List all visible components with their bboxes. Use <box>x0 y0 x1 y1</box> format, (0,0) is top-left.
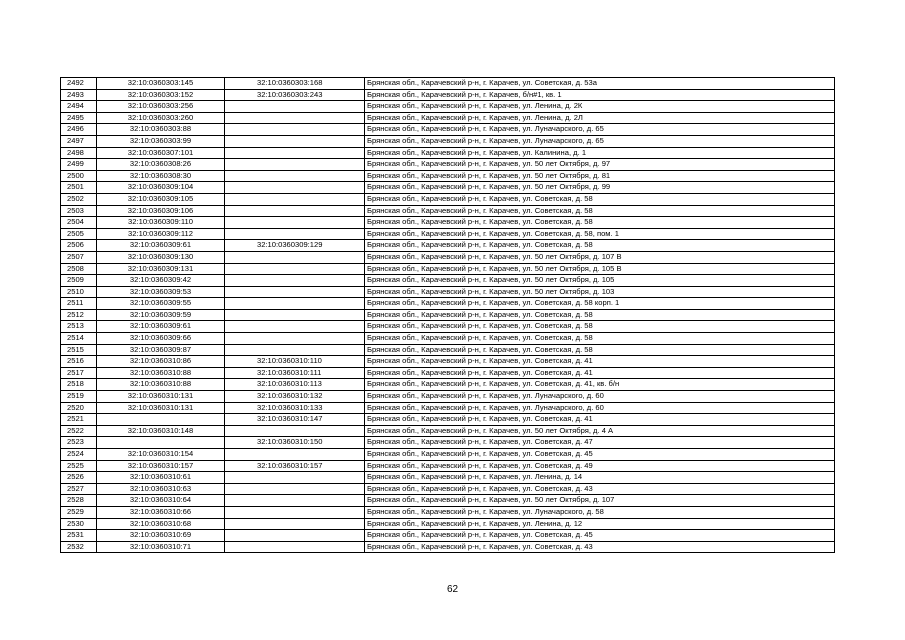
address-cell: Брянская обл., Карачевский р-н, г. Карачев, ул. Советская, д. 58 <box>365 240 835 252</box>
cadastral-number-cell: 32:10:0360309:112 <box>97 228 225 240</box>
address-cell: Брянская обл., Карачевский р-н, г. Карачев, ул. 50 лет Октября, д. 107 В <box>365 251 835 263</box>
building-cadastral-cell <box>225 170 365 182</box>
building-cadastral-cell <box>225 135 365 147</box>
page-number: 62 <box>446 584 459 595</box>
row-number-cell: 2492 <box>61 78 97 90</box>
row-number-cell: 2514 <box>61 333 97 345</box>
cadastral-number-cell: 32:10:0360309:42 <box>97 275 225 287</box>
address-cell: Брянская обл., Карачевский р-н, г. Карачев, ул. Советская, д. 58 <box>365 309 835 321</box>
address-cell: Брянская обл., Карачевский р-н, г. Карачев, ул. Советская, д. 45 <box>365 449 835 461</box>
building-cadastral-cell: 32:10:0360310:150 <box>225 437 365 449</box>
building-cadastral-cell <box>225 205 365 217</box>
building-cadastral-cell <box>225 333 365 345</box>
row-number-cell: 2520 <box>61 402 97 414</box>
table-row <box>61 89 835 101</box>
table-row <box>61 333 835 345</box>
table-row <box>61 286 835 298</box>
address-cell: Брянская обл., Карачевский р-н, г. Карачев, ул. Советская, д. 58 <box>365 193 835 205</box>
row-number-cell: 2531 <box>61 530 97 542</box>
row-number-cell: 2505 <box>61 228 97 240</box>
row-number-cell: 2526 <box>61 472 97 484</box>
table-row <box>61 391 835 403</box>
row-number-cell: 2510 <box>61 286 97 298</box>
cadastral-number-cell: 32:10:0360309:55 <box>97 298 225 310</box>
cadastral-number-cell: 32:10:0360310:86 <box>97 356 225 368</box>
table-row <box>61 275 835 287</box>
address-cell: Брянская обл., Карачевский р-н, г. Карачев, ул. 50 лет Октября, д. 81 <box>365 170 835 182</box>
cadastral-number-cell: 32:10:0360310:64 <box>97 495 225 507</box>
cadastral-number-cell: 32:10:0360310:71 <box>97 541 225 553</box>
building-cadastral-cell: 32:10:0360310:133 <box>225 402 365 414</box>
table-row <box>61 541 835 553</box>
address-cell: Брянская обл., Карачевский р-н, г. Карачев, ул. Советская, д. 41, кв. б/н <box>365 379 835 391</box>
table-row <box>61 437 835 449</box>
building-cadastral-cell <box>225 344 365 356</box>
address-cell: Брянская обл., Карачевский р-н, г. Карачев, ул. 50 лет Октября, д. 105 В <box>365 263 835 275</box>
cadastral-number-cell: 32:10:0360309:131 <box>97 263 225 275</box>
table-row <box>61 367 835 379</box>
row-number-cell: 2513 <box>61 321 97 333</box>
address-cell: Брянская обл., Карачевский р-н, г. Карачев, ул. 50 лет Октября, д. 107 <box>365 495 835 507</box>
table-row <box>61 449 835 461</box>
row-number-cell: 2517 <box>61 367 97 379</box>
row-number-cell: 2509 <box>61 275 97 287</box>
cadastral-number-cell: 32:10:0360309:110 <box>97 217 225 229</box>
building-cadastral-cell <box>225 506 365 518</box>
table-row <box>61 472 835 484</box>
cadastral-number-cell: 32:10:0360309:106 <box>97 205 225 217</box>
cadastral-number-cell: 32:10:0360310:68 <box>97 518 225 530</box>
building-cadastral-cell <box>225 263 365 275</box>
table-row <box>61 344 835 356</box>
cadastral-number-cell: 32:10:0360310:157 <box>97 460 225 472</box>
building-cadastral-cell: 32:10:0360303:168 <box>225 78 365 90</box>
building-cadastral-cell <box>225 518 365 530</box>
row-number-cell: 2527 <box>61 483 97 495</box>
address-cell: Брянская обл., Карачевский р-н, г. Карачев, ул. 50 лет Октября, д. 97 <box>365 159 835 171</box>
address-cell: Брянская обл., Карачевский р-н, г. Карачев, ул. Советская, д. 58 <box>365 321 835 333</box>
table-row <box>61 78 835 90</box>
table-row <box>61 159 835 171</box>
cadastral-number-cell: 32:10:0360309:130 <box>97 251 225 263</box>
cadastral-number-cell: 32:10:0360303:99 <box>97 135 225 147</box>
cadastral-number-cell: 32:10:0360309:61 <box>97 240 225 252</box>
table-row <box>61 240 835 252</box>
address-cell: Брянская обл., Карачевский р-н, г. Карачев, ул. Советская, д. 58 корп. 1 <box>365 298 835 310</box>
table-row <box>61 506 835 518</box>
building-cadastral-cell <box>225 147 365 159</box>
table-row <box>61 530 835 542</box>
address-cell: Брянская обл., Карачевский р-н, г. Карачев, ул. Луначарского, д. 65 <box>365 124 835 136</box>
row-number-cell: 2504 <box>61 217 97 229</box>
table-row <box>61 483 835 495</box>
row-number-cell: 2529 <box>61 506 97 518</box>
row-number-cell: 2503 <box>61 205 97 217</box>
table-row <box>61 298 835 310</box>
row-number-cell: 2523 <box>61 437 97 449</box>
address-cell: Брянская обл., Карачевский р-н, г. Карачев, ул. 50 лет Октября, д. 99 <box>365 182 835 194</box>
building-cadastral-cell <box>225 112 365 124</box>
building-cadastral-cell <box>225 159 365 171</box>
cadastral-number-cell: 32:10:0360303:260 <box>97 112 225 124</box>
building-cadastral-cell <box>225 286 365 298</box>
cadastral-number-cell: 32:10:0360309:61 <box>97 321 225 333</box>
address-cell: Брянская обл., Карачевский р-н, г. Карачев, ул. Луначарского, д. 60 <box>365 391 835 403</box>
table-row <box>61 101 835 113</box>
cadastral-number-cell: 32:10:0360310:66 <box>97 506 225 518</box>
address-cell: Брянская обл., Карачевский р-н, г. Карачев, ул. 50 лет Октября, д. 105 <box>365 275 835 287</box>
row-number-cell: 2502 <box>61 193 97 205</box>
building-cadastral-cell: 32:10:0360310:113 <box>225 379 365 391</box>
address-cell: Брянская обл., Карачевский р-н, г. Карачев, ул. 50 лет Октября, д. 103 <box>365 286 835 298</box>
cadastral-number-cell <box>97 414 225 426</box>
row-number-cell: 2511 <box>61 298 97 310</box>
address-cell: Брянская обл., Карачевский р-н, г. Карачев, ул. Советская, д. 58 <box>365 205 835 217</box>
cadastral-number-cell: 32:10:0360308:30 <box>97 170 225 182</box>
address-cell: Брянская обл., Карачевский р-н, г. Карачев, ул. Калинина, д. 1 <box>365 147 835 159</box>
address-cell: Брянская обл., Карачевский р-н, г. Карачев, ул. Советская, д. 41 <box>365 414 835 426</box>
cadastral-number-cell <box>97 437 225 449</box>
address-cell: Брянская обл., Карачевский р-н, г. Карачев, ул. Советская, д. 58, пом. 1 <box>365 228 835 240</box>
building-cadastral-cell <box>225 472 365 484</box>
building-cadastral-cell <box>225 530 365 542</box>
row-number-cell: 2519 <box>61 391 97 403</box>
address-cell: Брянская обл., Карачевский р-н, г. Карачев, ул. Луначарского, д. 60 <box>365 402 835 414</box>
address-cell: Брянская обл., Карачевский р-н, г. Карачев, ул. Советская, д. 58 <box>365 333 835 345</box>
table-row <box>61 228 835 240</box>
address-cell: Брянская обл., Карачевский р-н, г. Карачев, ул. Луначарского, д. 58 <box>365 506 835 518</box>
building-cadastral-cell: 32:10:0360310:110 <box>225 356 365 368</box>
building-cadastral-cell <box>225 124 365 136</box>
address-cell: Брянская обл., Карачевский р-н, г. Карачев, ул. Ленина, д. 14 <box>365 472 835 484</box>
address-cell: Брянская обл., Карачевский р-н, г. Карачев, ул. Советская, д. 58 <box>365 217 835 229</box>
row-number-cell: 2516 <box>61 356 97 368</box>
table-row <box>61 425 835 437</box>
row-number-cell: 2496 <box>61 124 97 136</box>
table-row <box>61 356 835 368</box>
building-cadastral-cell <box>225 483 365 495</box>
address-cell: Брянская обл., Карачевский р-н, г. Карачев, ул. Ленина, д. 2К <box>365 101 835 113</box>
table-row <box>61 147 835 159</box>
row-number-cell: 2518 <box>61 379 97 391</box>
row-number-cell: 2507 <box>61 251 97 263</box>
building-cadastral-cell <box>225 193 365 205</box>
row-number-cell: 2530 <box>61 518 97 530</box>
address-cell: Брянская обл., Карачевский р-н, г. Карачев, ул. Советская, д. 45 <box>365 530 835 542</box>
table-row <box>61 217 835 229</box>
cadastral-number-cell: 32:10:0360309:104 <box>97 182 225 194</box>
row-number-cell: 2532 <box>61 541 97 553</box>
cadastral-table <box>60 77 835 553</box>
cadastral-number-cell: 32:10:0360310:88 <box>97 367 225 379</box>
address-cell: Брянская обл., Карачевский р-н, г. Карачев, ул. Советская, д. 47 <box>365 437 835 449</box>
row-number-cell: 2506 <box>61 240 97 252</box>
address-cell: Брянская обл., Карачевский р-н, г. Карачев, ул. Ленина, д. 12 <box>365 518 835 530</box>
row-number-cell: 2493 <box>61 89 97 101</box>
cadastral-number-cell: 32:10:0360303:145 <box>97 78 225 90</box>
table-body <box>61 78 835 553</box>
building-cadastral-cell: 32:10:0360310:157 <box>225 460 365 472</box>
table-row <box>61 263 835 275</box>
address-cell: Брянская обл., Карачевский р-н, г. Карачев, ул. Советская, д. 41 <box>365 367 835 379</box>
building-cadastral-cell <box>225 425 365 437</box>
building-cadastral-cell <box>225 309 365 321</box>
row-number-cell: 2495 <box>61 112 97 124</box>
building-cadastral-cell <box>225 217 365 229</box>
building-cadastral-cell <box>225 101 365 113</box>
cadastral-number-cell: 32:10:0360309:66 <box>97 333 225 345</box>
building-cadastral-cell <box>225 449 365 461</box>
cadastral-number-cell: 32:10:0360310:88 <box>97 379 225 391</box>
cadastral-number-cell: 32:10:0360310:131 <box>97 402 225 414</box>
table-row <box>61 309 835 321</box>
table-row <box>61 379 835 391</box>
address-cell: Брянская обл., Карачевский р-н, г. Карачев, ул. Советская, д. 53а <box>365 78 835 90</box>
address-cell: Брянская обл., Карачевский р-н, г. Карачев, ул. Луначарского, д. 65 <box>365 135 835 147</box>
cadastral-number-cell: 32:10:0360310:69 <box>97 530 225 542</box>
table-row <box>61 112 835 124</box>
table-row <box>61 251 835 263</box>
cadastral-number-cell: 32:10:0360309:53 <box>97 286 225 298</box>
table-row <box>61 205 835 217</box>
cadastral-number-cell: 32:10:0360310:154 <box>97 449 225 461</box>
row-number-cell: 2500 <box>61 170 97 182</box>
row-number-cell: 2525 <box>61 460 97 472</box>
row-number-cell: 2521 <box>61 414 97 426</box>
building-cadastral-cell <box>225 228 365 240</box>
building-cadastral-cell <box>225 251 365 263</box>
cadastral-number-cell: 32:10:0360308:26 <box>97 159 225 171</box>
building-cadastral-cell: 32:10:0360303:243 <box>225 89 365 101</box>
table-row <box>61 182 835 194</box>
cadastral-number-cell: 32:10:0360307:101 <box>97 147 225 159</box>
table-row <box>61 193 835 205</box>
address-cell: Брянская обл., Карачевский р-н, г. Карачев, ул. Советская, д. 49 <box>365 460 835 472</box>
row-number-cell: 2512 <box>61 309 97 321</box>
building-cadastral-cell: 32:10:0360310:147 <box>225 414 365 426</box>
building-cadastral-cell <box>225 182 365 194</box>
row-number-cell: 2528 <box>61 495 97 507</box>
cadastral-number-cell: 32:10:0360309:87 <box>97 344 225 356</box>
address-cell: Брянская обл., Карачевский р-н, г. Карачев, ул. Советская, д. 58 <box>365 344 835 356</box>
building-cadastral-cell <box>225 298 365 310</box>
cadastral-number-cell: 32:10:0360310:61 <box>97 472 225 484</box>
address-cell: Брянская обл., Карачевский р-н, г. Карачев, ул. Советская, д. 43 <box>365 541 835 553</box>
building-cadastral-cell: 32:10:0360309:129 <box>225 240 365 252</box>
table-row <box>61 135 835 147</box>
table-row <box>61 518 835 530</box>
row-number-cell: 2522 <box>61 425 97 437</box>
row-number-cell: 2494 <box>61 101 97 113</box>
building-cadastral-cell <box>225 275 365 287</box>
row-number-cell: 2499 <box>61 159 97 171</box>
address-cell: Брянская обл., Карачевский р-н, г. Карачев, ул. Советская, д. 43 <box>365 483 835 495</box>
table-row <box>61 460 835 472</box>
cadastral-number-cell: 32:10:0360309:105 <box>97 193 225 205</box>
row-number-cell: 2508 <box>61 263 97 275</box>
building-cadastral-cell: 32:10:0360310:111 <box>225 367 365 379</box>
table-row <box>61 402 835 414</box>
table-row <box>61 321 835 333</box>
cadastral-number-cell: 32:10:0360310:131 <box>97 391 225 403</box>
building-cadastral-cell <box>225 541 365 553</box>
row-number-cell: 2501 <box>61 182 97 194</box>
cadastral-number-cell: 32:10:0360310:63 <box>97 483 225 495</box>
address-cell: Брянская обл., Карачевский р-н, г. Карачев, ул. 50 лет Октября, д. 4 А <box>365 425 835 437</box>
address-cell: Брянская обл., Карачевский р-н, г. Карачев, б/н#1, кв. 1 <box>365 89 835 101</box>
cadastral-number-cell: 32:10:0360303:152 <box>97 89 225 101</box>
table-row <box>61 124 835 136</box>
cadastral-number-cell: 32:10:0360310:148 <box>97 425 225 437</box>
building-cadastral-cell: 32:10:0360310:132 <box>225 391 365 403</box>
row-number-cell: 2498 <box>61 147 97 159</box>
address-cell: Брянская обл., Карачевский р-н, г. Карачев, ул. Советская, д. 41 <box>365 356 835 368</box>
table-row <box>61 170 835 182</box>
cadastral-number-cell: 32:10:0360309:59 <box>97 309 225 321</box>
table-row <box>61 414 835 426</box>
building-cadastral-cell <box>225 321 365 333</box>
row-number-cell: 2497 <box>61 135 97 147</box>
building-cadastral-cell <box>225 495 365 507</box>
cadastral-number-cell: 32:10:0360303:88 <box>97 124 225 136</box>
table-row <box>61 495 835 507</box>
cadastral-number-cell: 32:10:0360303:256 <box>97 101 225 113</box>
address-cell: Брянская обл., Карачевский р-н, г. Карачев, ул. Ленина, д. 2Л <box>365 112 835 124</box>
row-number-cell: 2524 <box>61 449 97 461</box>
row-number-cell: 2515 <box>61 344 97 356</box>
